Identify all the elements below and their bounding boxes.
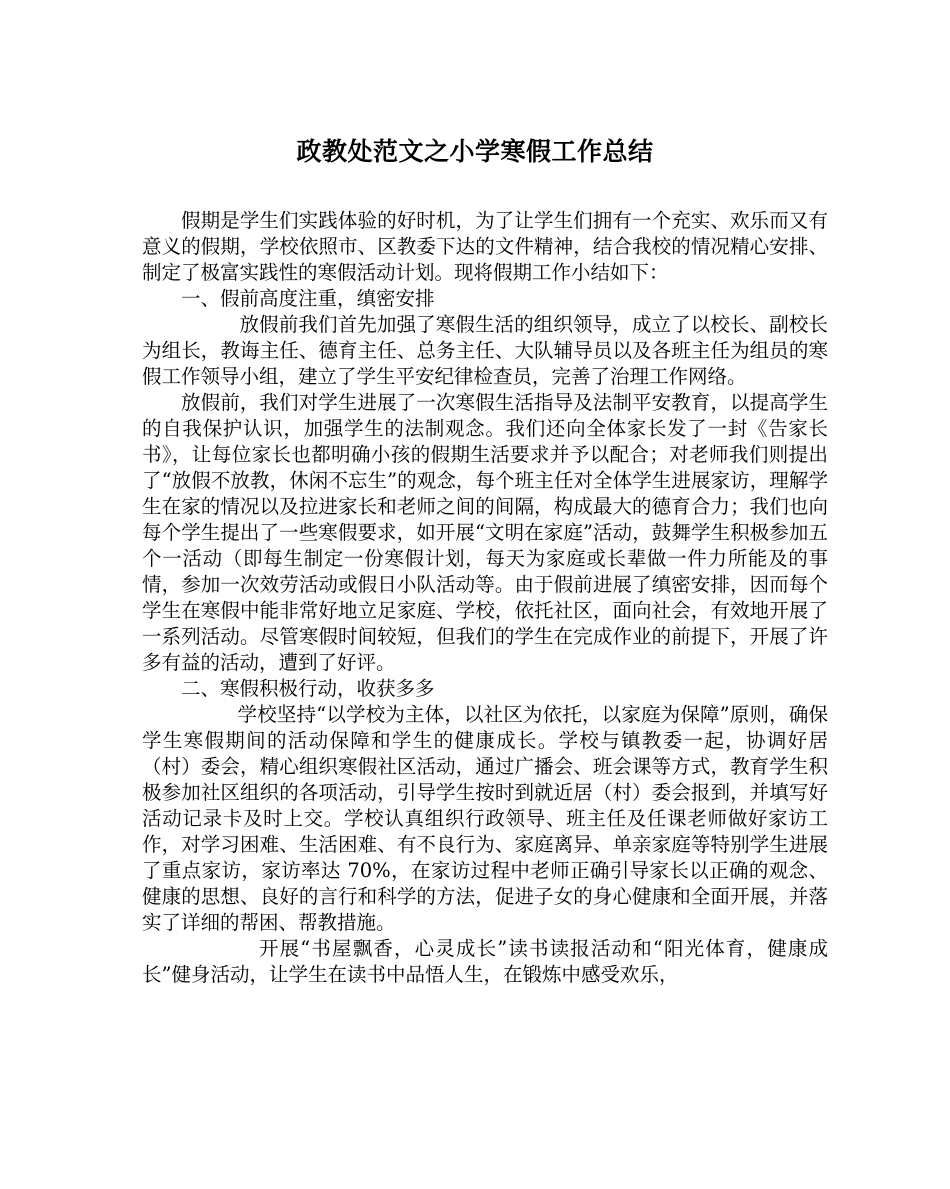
paragraph-leadership: 放假前我们首先加强了寒假生活的组织领导，成立了以校长、副校长为组长，教诲主任、德育主任、总务主任、大队辅导员以及各班主任为组员的寒假工作领导小组，建立了学生平安纪律检查员，完善了治理工作网络。	[142, 313, 828, 388]
section-heading-1: 一、假前高度注重，缜密安排	[181, 287, 435, 310]
paragraph-reading: 开展“书屋飘香，心灵成长”读书读报活动和“阳光体育，健康成长”健身活动，让学生在读书中品悟人生，在锻炼中感受欢乐，	[142, 937, 828, 986]
section-heading-2: 二、寒假积极行动，收获多多	[181, 677, 435, 700]
paragraph-community: 学校坚持“以学校为主体，以社区为依托，以家庭为保障”原则，确保学生寒假期间的活动保障和学生的健康成长。学校与镇教委一起，协调好居（村）委会，精心组织寒假社区活动，通过广播会、班会课等方式，教育学生积极参加社区组织的各项活动，引导学生按时到就近居（村）委会报到，并填写好活动记录卡及时上交。学校认真组织行政领导、班主任及任课老师做好家访工作，对学习困难、生活困难、有不良行为、家庭离异、单亲家庭等特别学生进展了重点家访，家访率达 70%，在家访过程中老师正确引导家长以正确的观念、健康的思想、良好的言行和科学的方法，促进子女的身心健康和全面开展，并落实了详细的帮困、帮教措施。	[142, 703, 828, 934]
document-title: 政教处范文之小学寒假工作总结	[296, 137, 654, 166]
paragraph-pre-holiday: 放假前，我们对学生进展了一次寒假生活指导及法制平安教育，以提高学生的自我保护认识，加强学生的法制观念。我们还向全体家长发了一封《告家长书》，让每位家长也都明确小孩的假期生活要求并予以配合；对老师我们则提出了“放假不放教，休闲不忘生”的观念，每个班主任对全体学生进展家访，理解学生在家的情况以及拉进家长和老师之间的间隔，构成最大的德育合力；我们也向每个学生提出了一些寒假要求，如开展“文明在家庭”活动，鼓舞学生积极参加五个一活动（即每生制定一份寒假计划，每天为家庭或长辈做一件力所能及的事情，参加一次效劳活动或假日小队活动等。由于假前进展了缜密安排，因而每个学生在寒假中能非常好地立足家庭、学校，依托社区，面向社会，有效地开展了一系列活动。尽管寒假时间较短，但我们的学生在完成作业的前提下，开展了许多有益的活动，遭到了好评。	[142, 391, 828, 674]
paragraph-intro: 假期是学生们实践体验的好时机，为了让学生们拥有一个充实、欢乐而又有意义的假期，学校依照市、区教委下达的文件精神，结合我校的情况精心安排、制定了极富实践性的寒假活动计划。现将假期工作小结如下：	[142, 209, 828, 284]
document-body	[142, 208, 828, 988]
